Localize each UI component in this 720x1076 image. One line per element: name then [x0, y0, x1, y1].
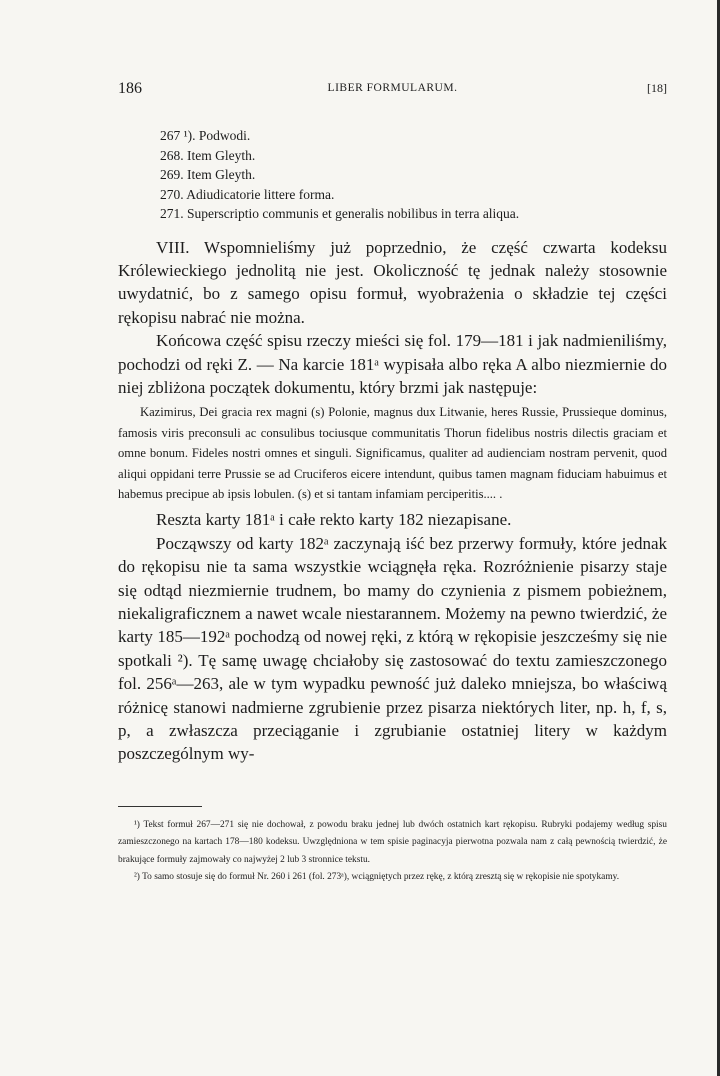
- main-text: [118, 236, 667, 766]
- running-header: [118, 80, 667, 102]
- footnote-rule: [118, 806, 202, 807]
- footnote: ²) To samo stosuje się do formuł Nr. 260 i 261 (fol. 273ᵃ), wciągniętych przez rękę, z którą zresztą się w rękopisie nie spotykamy.: [134, 872, 620, 883]
- section-number: [18]: [647, 81, 667, 95]
- document-quote: [118, 402, 667, 504]
- list-item: 270. Adiudicatorie littere forma.: [160, 186, 335, 202]
- paragraph: Reszta karty 181ᵃ i całe rekto karty 182 niezapisane.: [156, 510, 512, 530]
- list-item: 269. Item Gleyth.: [160, 167, 256, 182]
- page-number: 186: [118, 80, 142, 97]
- list-item: 267 ¹). Podwodi.: [160, 128, 251, 143]
- list-item: 268. Item Gleyth.: [160, 147, 256, 163]
- paragraph: VIII. Wspomnieliśmy już poprzednio, że część czwarta kodeksu Królewieckiego jednolitą nie jest. Okoliczność tę jednak należy stosownie uwydatnić, bo z samego opisu formuł, wyobrażenia o składzie tej części rękopisu nabrać nie można.: [118, 237, 667, 327]
- footnotes: [118, 817, 667, 887]
- footnote: ¹) Tekst formuł 267—271 się nie dochował, z powodu braku jednej lub dwóch ostatnich kart rękopisu. Rubryki podajemy według spisu zamieszczonego na kartach 178—180 kodeksu. Uwzględniona w tem spisie paginacyja pierwotna pozwala nam z całą pewnością twierdzić, że brakujące formuły zajmowały co najwyżej 2 lub 3 stronnice tekstu.: [118, 819, 667, 865]
- paragraph: Końcowa część spisu rzeczy mieści się fol. 179—181 i jak nadmieniliśmy, pochodzi od ręki Z. — Na karcie 181ᵃ wypisała albo ręka A albo niezmiernie do niej zbliżona początek dokumentu, który brzmi jak następuje:: [118, 331, 667, 397]
- list-item: 271. Superscriptio communis et generalis nobilibus in terra aliqua.: [160, 206, 520, 221]
- book-page: [118, 80, 667, 887]
- quote-text: Kazimirus, Dei gracia rex magni (s) Polonie, magnus dux Litwanie, heres Russie, Prussieque dominus, famosis viris preconsuli ac consulibus tociusque communitatis Thorun fidelibus nostris dilectis graciam et omne bonum. Fideles nostri omnes et singuli. Significamus, qualiter ad audienciam nostram pervenit, quod aliqui oppidani terre Prussie se ad Cruciferos eicere intendunt, quibus tamen magnam fiduciam habuimus et habemus precipue ab ipsis lobulen. (s) et si tantam infamiam perciperitis.... .: [118, 405, 667, 501]
- paragraph: Począwszy od karty 182ᵃ zaczynają iść bez przerwy formuły, które jednak do rękopisu nie ta sama wszystkie wciągnęła ręka. Rozróżnienie pisarzy staje się odtąd niezmiernie trudnem, bo mamy do czynienia z pismem pobieżnem, niekaligraficznem a nawet wcale niestarannem. Możemy na pewno twierdzić, że karty 185—192ᵃ pochodzą od nowej ręki, z którą w rękopisie jeszcześmy się nie spotkali ²). Tę samę uwagę chciałoby się zastosować do textu zamieszczonego fol. 256ᵃ—263, ale w tym wypadku pewność już daleko mniejsza, bo właściwą różnicę stanowi nadmierne zgrubienie przez pisarza niektórych liter, np. h, f, s, p, a zwłaszcza przeciąganie i zgrubianie ostatniej litery w każdym poszczególnym wy-: [118, 533, 667, 764]
- running-title: LIBER FORMULARUM.: [327, 82, 458, 94]
- formula-list: [160, 126, 667, 224]
